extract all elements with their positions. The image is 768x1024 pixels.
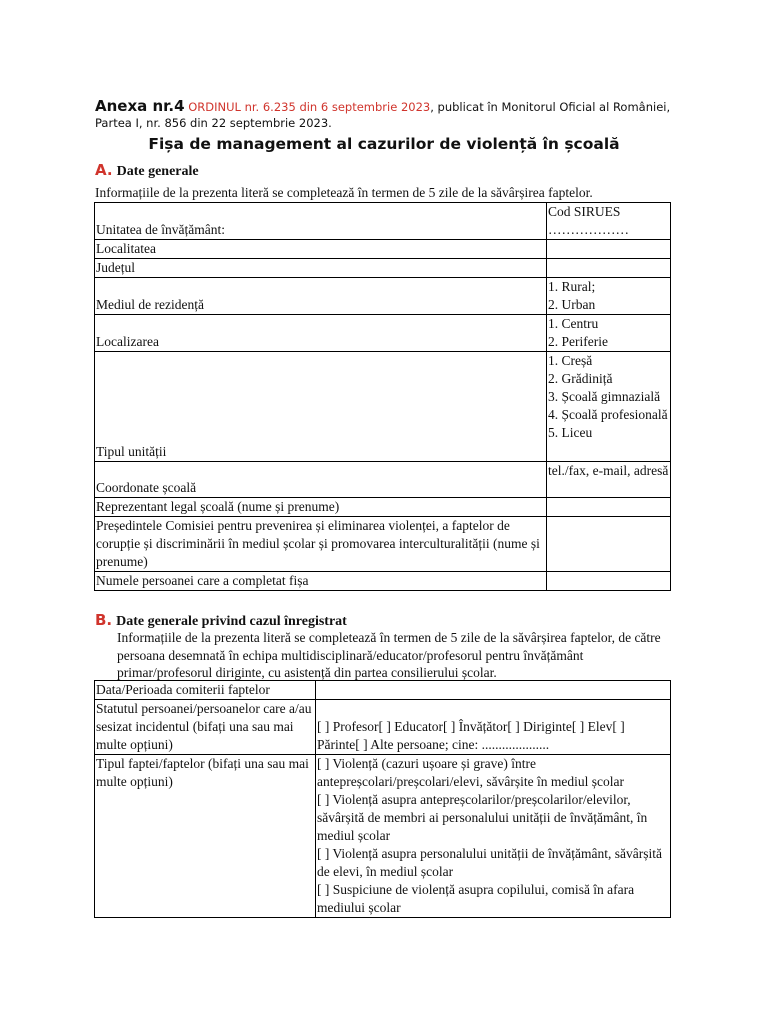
checkbox-option[interactable]: [ ] Violență (cazuri ușoare și grave) între antepreșcolari/preșcolari/elevi, săvârșite în mediul școlar <box>317 756 624 789</box>
row-value-cell[interactable] <box>547 517 671 572</box>
row-label: Unitatea de învățământ: <box>95 203 547 240</box>
section-a-heading <box>95 161 199 180</box>
table-row <box>95 517 671 572</box>
row-value-cell[interactable] <box>547 352 671 462</box>
row-value-cell[interactable] <box>547 315 671 352</box>
row-label: Localitatea <box>95 240 547 259</box>
row-value-cell[interactable] <box>547 278 671 315</box>
checkbox-option[interactable]: [ ] Violență asupra antepreșcolarilor/preșcolarilor/elevilor, săvârșită de membri ai personalului unității de învățământ, în mediul școlar <box>317 792 648 843</box>
row-label: Coordonate școală <box>95 462 547 498</box>
row-label: Tipul unității <box>95 352 547 462</box>
row-value-cell[interactable] <box>316 681 671 700</box>
table-row <box>95 700 671 755</box>
table-row <box>95 203 671 240</box>
row-label: Reprezentant legal școală (nume și prenume) <box>95 498 547 517</box>
table-row <box>95 498 671 517</box>
option-text: 5. Liceu <box>548 425 593 440</box>
section-a-note: Informațiile de la prezenta literă se completează în termen de 5 zile de la săvârșirea faptelor. <box>95 185 593 200</box>
option-text: 1. Centru <box>548 316 599 331</box>
row-value-cell[interactable] <box>547 462 671 498</box>
case-data-table <box>94 680 671 918</box>
table-row <box>95 572 671 591</box>
checkbox-option[interactable]: [ ] Suspiciune de violență asupra copilului, comisă în afara mediului școlar <box>317 882 635 915</box>
section-b-heading <box>95 611 347 630</box>
option-text: 2. Urban <box>548 297 596 312</box>
table-row <box>95 259 671 278</box>
row-value-cell[interactable] <box>547 203 671 240</box>
row-value-cell[interactable] <box>547 240 671 259</box>
option-text: tel./fax, e-mail, adresă <box>548 463 669 478</box>
row-label: Data/Perioada comiterii faptelor <box>95 681 316 700</box>
row-label: Președintele Comisiei pentru prevenirea și eliminarea violenței, a faptelor de corupție și discriminării în mediul școlar și promovarea interculturalității (nume și prenume) <box>95 517 547 572</box>
row-label: Numele persoanei care a completat fișa <box>95 572 547 591</box>
row-value-cell[interactable] <box>547 498 671 517</box>
table-row <box>95 681 671 700</box>
table-row <box>95 240 671 259</box>
page-title: Fișa de management al cazurilor de violență în școală <box>148 135 620 153</box>
option-text: 3. Școală gimnazială <box>548 389 661 404</box>
row-value-cell[interactable] <box>316 700 671 755</box>
order-link[interactable]: ORDINUL nr. 6.235 din 6 septembrie 2023 <box>188 100 431 114</box>
table-row <box>95 315 671 352</box>
option-text: 1. Creșă <box>548 353 593 368</box>
row-label: Statutul persoanei/persoanelor care a/au sesizat incidentul (bifați una sau mai multe opțiuni) <box>95 700 316 755</box>
table-row <box>95 352 671 462</box>
checkbox-option[interactable]: [ ] Profesor[ ] Educator[ ] Învățător[ ] Diriginte[ ] Elev[ ] Părinte[ ] Alte persoane; cine: .................... <box>317 719 625 752</box>
row-value-cell[interactable] <box>547 572 671 591</box>
checkbox-option[interactable]: [ ] Violență asupra personalului unității de învățământ, săvârșită de elevi, în mediul școlar <box>317 846 662 879</box>
table-row <box>95 278 671 315</box>
option-text: 2. Grădiniță <box>548 371 613 386</box>
table-row <box>95 755 671 918</box>
option-text: 2. Periferie <box>548 334 608 349</box>
document-header <box>95 98 675 131</box>
row-label: Mediul de rezidență <box>95 278 547 315</box>
annex-number: Anexa nr.4 <box>95 97 185 115</box>
section-b-letter: B. <box>95 611 113 629</box>
table-row <box>95 462 671 498</box>
row-label: Tipul faptei/faptelor (bifați una sau mai multe opțiuni) <box>95 755 316 918</box>
row-value-cell[interactable] <box>316 755 671 918</box>
option-text: ……………… <box>548 222 629 237</box>
section-b-note: Informațiile de la prezenta literă se completează în termen de 5 zile de la săvârșirea faptelor, de către persoana desemnată în echipa multidisciplinară/educator/profesorul pentru învățământ primar/profesorul diriginte, cu asistență din partea consilierului școlar. <box>117 630 661 680</box>
option-text: Cod SIRUES <box>548 204 621 219</box>
section-b-title: Date generale privind cazul înregistrat <box>116 614 347 629</box>
section-a-letter: A. <box>95 161 113 179</box>
option-text: 1. Rural; <box>548 279 596 294</box>
general-data-table <box>94 202 671 591</box>
section-a-title: Date generale <box>116 164 199 179</box>
option-text: 4. Școală profesională <box>548 407 668 422</box>
row-value-cell[interactable] <box>547 259 671 278</box>
row-label: Județul <box>95 259 547 278</box>
publication-info: , publicat în Monitorul Oficial al României, Partea I, nr. 856 din 22 septembrie 2023. <box>95 100 671 130</box>
row-label: Localizarea <box>95 315 547 352</box>
